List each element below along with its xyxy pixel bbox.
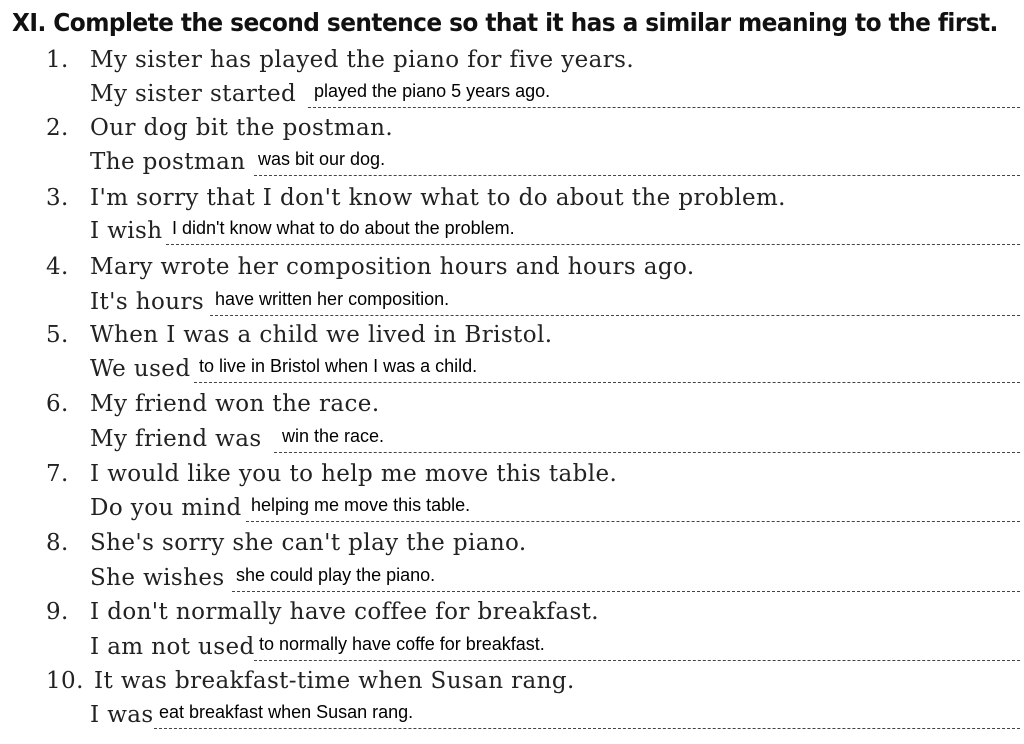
answer-line-9 xyxy=(90,630,1020,664)
answer-stem: I am not used xyxy=(90,634,255,660)
answer-stem: She wishes xyxy=(90,565,225,591)
question-4 xyxy=(46,254,695,280)
answer-stem: The postman xyxy=(90,149,246,175)
exercise-heading: XI. Complete the second sentence so that it has a similar meaning to the first. xyxy=(12,8,998,37)
answer-stem: My friend was xyxy=(90,426,262,452)
answer-stem: My sister started xyxy=(90,81,297,107)
answer-blank[interactable] xyxy=(254,660,1020,661)
answer-stem: I wish xyxy=(90,218,163,244)
question-7 xyxy=(46,461,617,487)
answer-line-5 xyxy=(90,352,1020,386)
question-number: 10. xyxy=(46,668,84,694)
answer-blank[interactable] xyxy=(194,382,1020,383)
answer-blank[interactable] xyxy=(254,175,1020,176)
question-number: 6. xyxy=(46,391,69,417)
question-number: 4. xyxy=(46,254,69,280)
question-prompt: My sister has played the piano for five years. xyxy=(90,47,635,73)
question-prompt: Our dog bit the postman. xyxy=(90,115,394,141)
answer-text[interactable]: she could play the piano. xyxy=(236,565,436,585)
answer-line-1 xyxy=(90,77,1020,111)
answer-line-2 xyxy=(90,145,1020,179)
question-8 xyxy=(46,530,527,556)
answer-text[interactable]: to normally have coffe for breakfast. xyxy=(259,634,545,654)
question-number: 3. xyxy=(46,185,69,211)
question-number: 5. xyxy=(46,322,69,348)
answer-blank[interactable] xyxy=(246,521,1020,522)
answer-blank[interactable] xyxy=(166,244,1020,245)
answer-blank[interactable] xyxy=(274,452,1020,453)
answer-blank[interactable] xyxy=(232,591,1020,592)
question-6 xyxy=(46,391,380,417)
question-5 xyxy=(46,322,552,348)
answer-text[interactable]: I didn't know what to do about the problem. xyxy=(172,218,515,238)
answer-stem: I was xyxy=(90,702,154,728)
answer-blank[interactable] xyxy=(210,315,1020,316)
question-prompt: It was breakfast-time when Susan rang. xyxy=(94,668,575,694)
question-number: 9. xyxy=(46,599,69,625)
question-prompt: When I was a child we lived in Bristol. xyxy=(90,322,553,348)
question-1 xyxy=(46,47,634,73)
question-10 xyxy=(46,668,575,694)
question-number: 2. xyxy=(46,115,69,141)
question-prompt: She's sorry she can't play the piano. xyxy=(90,530,527,556)
question-9 xyxy=(46,599,599,625)
question-2 xyxy=(46,115,393,141)
answer-text[interactable]: played the piano 5 years ago. xyxy=(314,81,551,101)
question-prompt: I would like you to help me move this table. xyxy=(90,461,618,487)
answer-line-6 xyxy=(90,422,1020,456)
answer-blank[interactable] xyxy=(154,728,1020,729)
answer-text[interactable]: helping me move this table. xyxy=(251,495,471,515)
answer-stem: Do you mind xyxy=(90,495,242,521)
answer-line-3 xyxy=(90,214,1020,248)
answer-line-4 xyxy=(90,285,1020,319)
answer-text[interactable]: eat breakfast when Susan rang. xyxy=(159,702,414,722)
question-number: 8. xyxy=(46,530,69,556)
answer-stem: It's hours xyxy=(90,289,205,315)
question-prompt: My friend won the race. xyxy=(90,391,380,417)
answer-stem: We used xyxy=(90,356,191,382)
answer-line-8 xyxy=(90,561,1020,595)
answer-text[interactable]: have written her composition. xyxy=(215,289,450,309)
question-3 xyxy=(46,185,786,211)
question-number: 7. xyxy=(46,461,69,487)
answer-text[interactable]: win the race. xyxy=(282,426,385,446)
question-prompt: Mary wrote her composition hours and hours ago. xyxy=(90,254,695,280)
question-number: 1. xyxy=(46,47,69,73)
answer-line-10 xyxy=(90,698,1020,732)
question-prompt: I'm sorry that I don't know what to do about the problem. xyxy=(90,185,786,211)
answer-line-7 xyxy=(90,491,1020,525)
question-prompt: I don't normally have coffee for breakfast. xyxy=(90,599,600,625)
answer-text[interactable]: to live in Bristol when I was a child. xyxy=(199,356,478,376)
answer-blank[interactable] xyxy=(308,107,1020,108)
answer-text[interactable]: was bit our dog. xyxy=(258,149,386,169)
